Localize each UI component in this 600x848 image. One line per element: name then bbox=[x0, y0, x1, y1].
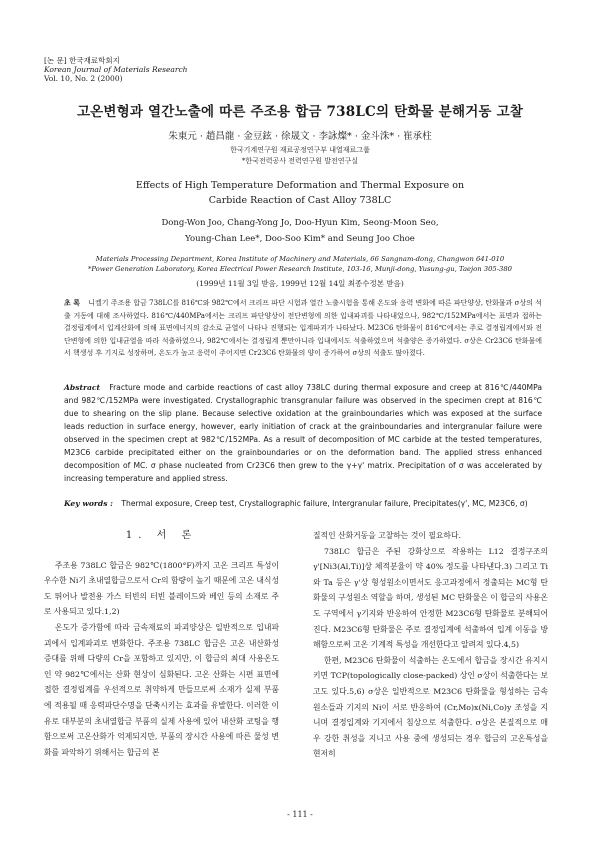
received-dates: (1999년 11월 3일 받음, 1999년 12월 14일 최종수정본 받음) bbox=[196, 279, 404, 288]
body-paragraph: 한편, M23C6 탄화물이 석출하는 온도에서 합금을 장시간 유지시키면 TCP(topologically close-packed) 상인 σ상이 석출한다는 보고도 있다.5,6) σ상은 일반적으로 M23C6 탄화물을 형성하는 금속원소들과 기지의 Ni이 서로 반응하여 (Cr,Mo)x(Ni,Co)y 조성을 지니며 결정입계와 기지에서 침상으로 석출한다. σ상은 본질적으로 매우 강한 취성을 지니고 사용 중에 생성되는 경우 합금의 고온특성을 현저히 bbox=[313, 655, 548, 759]
body-paragraph: 온도가 증가함에 따라 금속재료의 파괴양상은 일반적으로 입내파괴에서 입계파괴로 변화한다. 주조용 738LC 합금은 고온 내산화성 증대를 위해 다량의 Cr을 포함하고 있지만, 이 합금의 최대 사용온도인 약 982℃에서는 산화 현상이 심화된다. 고온 산화는 시편 표면에 접한 결정립계를 우선적으로 취약하게 만들므로써 소재가 실제 부품에 적용될 때 응력파단수명을 단축시키는 효과를 유발한다. 이러한 이유로 대부분의 초내열합금 부품의 실제 사용에 있어 내산화 코팅을 행함으로써 고온산화가 억제되지만, 부품의 장시간 사용에 따른 물성 변화를 파악하기 위해서는 합금의 본 bbox=[44, 622, 279, 757]
section-heading-introduction: 1. 서 론 bbox=[125, 530, 198, 541]
journal-name-en: Korean Journal of Materials Research bbox=[44, 65, 188, 74]
abstract-english bbox=[64, 381, 542, 485]
affiliation-english-1: Materials Processing Department, Korea Institute of Machinery and Materials, 66 Sangnam-dong, Changwon 641-010 bbox=[95, 255, 505, 263]
abstract-english-label: Abstract bbox=[64, 383, 101, 392]
title-english-line-1: Effects of High Temperature Deformation and Thermal Exposure on bbox=[135, 180, 465, 191]
keywords-text: Thermal exposure, Creep test, Crystallographic failure, Intergranular failure, Precipitates(γ', MC, M23C6, σ) bbox=[121, 499, 528, 508]
affiliation-korean-1: 한국기계연구원 재료공정연구부 내열재료그룹 bbox=[230, 146, 370, 154]
journal-header bbox=[44, 56, 187, 83]
page-number: - 111 - bbox=[287, 810, 313, 819]
journal-category: [논 문] 한국재료학회지 bbox=[44, 56, 120, 65]
abstract-korean-text: 니켈기 주조용 합금 738LC를 816℃와 982℃에서 크리프 파단 시험과 열간 노출시험을 통해 온도와 응력 변화에 따른 파단양상, 탄화물과 σ상의 석출 거동에 대해 조사하였다. 816℃/440MPa에서는 크리프 파단양상이 전단변형에 의한 입내파괴를 나타내었으나, 982℃/152MPa에서는 표면과 접하는 결정립계에서 입계산화에 의해 표면에너지의 감소로 균열이 나타나 진행되는 입계파괴가 나타났다. M23C6 탄화물이 816℃에서는 주로 결정립계에서와 전단변형에 의한 입내균열을 따라 석출하였으나, 982℃에서는 결정립계 뿐만아니라 입내에서도 석출하였으며 석출양은 증가하였다. σ상은 Cr23C6 탄화물에서 핵생성 후 기지로 성장하며, 온도가 높고 응력이 주어지면 Cr23C6 탄화물의 양이 증가하여 σ상의 석출도 많아졌다. bbox=[64, 299, 542, 357]
authors-english-line-2: Young-Chan Lee*, Doo-Soo Kim* and Seung Joo Choe bbox=[185, 234, 415, 244]
affiliation-korean-2: *한국전력공사 전력연구원 발전연구실 bbox=[241, 157, 359, 165]
keywords bbox=[64, 499, 542, 508]
body-column-right bbox=[313, 528, 548, 762]
paper-title-korean: 고온변형과 열간노출에 따른 주조용 합금 738LC의 탄화물 분해거동 고찰 bbox=[76, 104, 524, 120]
journal-volume: Vol. 10, No. 2 (2000) bbox=[44, 74, 123, 83]
title-english-line-2: Carbide Reaction of Cast Alloy 738LC bbox=[208, 195, 392, 206]
keywords-label: Key words : bbox=[64, 499, 113, 508]
body-paragraph: 질적인 산화거동을 고찰하는 것이 필요하다. bbox=[313, 531, 461, 540]
abstract-korean bbox=[64, 297, 542, 360]
body-paragraph: 738LC 합금은 주된 강화상으로 작용하는 L12 결정구조의 γ'[Ni3(Al,Ti)]상 체적분율이 약 40% 정도를 나타낸다.3) 그리고 Ti와 Ta 등은 γ'상 형성원소이면서도 응고과정에서 정출되는 MC형 탄화물의 구성원소 역할을 하며, 생성된 MC 탄화물은 이 합금의 사용온도 구역에서 γ기지와 반응하여 안정한 M23C6형 탄화물로 분해되어진다. M23C6형 탄화물은 주로 결정입계에 석출하여 입계 이동을 방해함으로써 고온 기계적 특성을 개선한다고 알려져 있다.4,5) bbox=[313, 546, 548, 650]
body-column-left bbox=[44, 528, 279, 760]
abstract-english-text: Fracture mode and carbide reactions of cast alloy 738LC during thermal exposure and creep at 816℃/440MPa and 982℃/152MPa were investigated. Crystallographic transgranular failure was observed in the specimen crept at 816℃ due to shearing on the slip plane. Because selective oxidation at the grainboundaries which was exposed at the surface leads reduction in surface energy, however, early initiation of crack at the grainboundaries and intergranular failure were observed in the specimen crept at 982℃/152MPa. As a result of decomposition of MC carbide at the tested temperatures, M23C6 carbide precipitated either on the grainboundaries or on the deformation band. The applied stress enhanced decomposition of MC. σ phase nucleated from Cr23C6 then grew to the γ+γ' matrix. Precipitation of σ was accelerated by increasing temperature and applied stress. bbox=[64, 383, 542, 483]
affiliations-korean bbox=[0, 145, 600, 167]
authors-english bbox=[0, 215, 600, 247]
authors-korean: 朱東元 · 趙昌龍 · 金豆鉉 · 徐晟文 · 李詠燦* · 金斗洙* · 崔承柱 bbox=[168, 131, 432, 142]
body-paragraph: 주조용 738LC 합금은 982℃(1800°F)까지 고온 크리프 특성이 우수한 Ni기 초내열합금으로서 Cr의 함량이 높기 때문에 고온 내식성도 뛰어나 발전용 가스 터빈의 터빈 블레이드와 베인 등의 소재로 주로 사용되고 있다.1,2) bbox=[44, 560, 279, 617]
affiliation-english-2: *Power Generation Laboratory, Korea Electrical Power Research Institute, 103-16, Munji-dong, Yusung-gu, Taejon 305-380 bbox=[87, 265, 513, 273]
authors-english-line-1: Dong-Won Joo, Chang-Yong Jo, Doo-Hyun Kim, Seong-Moon Seo, bbox=[161, 218, 439, 228]
abstract-korean-label: 초 록 bbox=[64, 298, 80, 307]
affiliations-english bbox=[20, 254, 580, 274]
paper-title-english bbox=[0, 178, 600, 208]
